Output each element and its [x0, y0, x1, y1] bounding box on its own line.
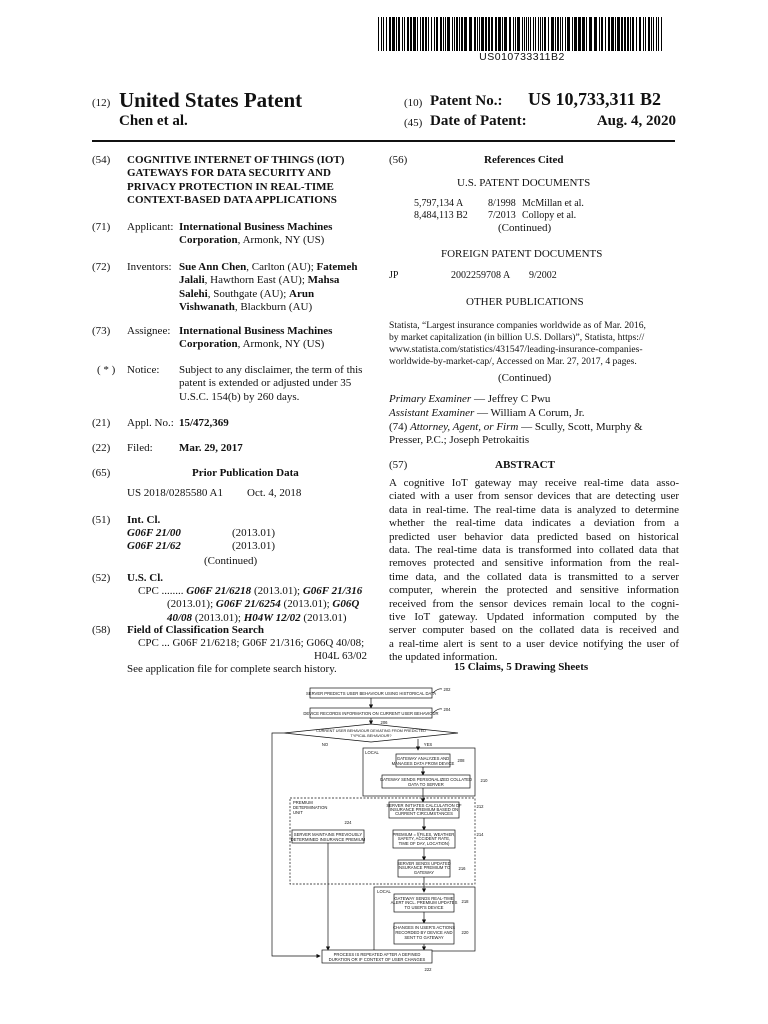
code-58: (58) [92, 624, 111, 636]
intcl-class: G06F 21/62 [127, 540, 181, 552]
intcl-class: G06F 21/00 [127, 527, 181, 539]
local-label-1: LOCAL [365, 750, 379, 755]
assistant-examiner: Assistant Examiner — William A Corum, Jr. [389, 407, 585, 419]
abstract-text [389, 477, 679, 665]
barcode-bar [533, 17, 534, 51]
barcode-bar [530, 17, 531, 51]
barcode-bar [551, 17, 554, 51]
barcode-bar [627, 17, 629, 51]
abstract-line: whether the real-time data indicates a deviation from a [389, 517, 679, 530]
barcode-bar [498, 17, 501, 51]
barcode-bar [594, 17, 597, 51]
barcode-bar [611, 17, 614, 51]
patent-date: Aug. 4, 2020 [596, 113, 676, 129]
barcode-bar [582, 17, 585, 51]
patent-type: United States Patent [119, 88, 303, 112]
ref-206: 206 [380, 720, 388, 725]
barcode-bar [651, 17, 652, 51]
barcode-bar [485, 17, 487, 51]
field-label: Field of Classification Search [127, 624, 264, 636]
code-71: (71) [92, 221, 111, 233]
prior-heading: Prior Publication Data [192, 467, 299, 479]
attorney: (74) Attorney, Agent, or Firm — Scully, Scott, Murphy & [389, 421, 643, 433]
step-204-text: DEVICE RECORDS INFORMATION ON CURRENT USER BEHAVIOUR [303, 711, 439, 716]
barcode-bar [562, 17, 563, 51]
abstract-heading: ABSTRACT [495, 459, 555, 471]
uscl-label: U.S. Cl. [127, 572, 164, 584]
appl-number: 15/472,369 [179, 417, 229, 429]
barcode-bar [653, 17, 654, 51]
premium-unit-l3: UNIT [293, 810, 303, 815]
barcode-bar [447, 17, 450, 51]
barcode-bar [410, 17, 412, 51]
decision-206-line1: CURRENT USER BEHAVIOUR DEVIATING FROM PREDICTED [316, 729, 426, 733]
barcode-bar [454, 17, 455, 51]
barcode-bar [488, 17, 490, 51]
us-refs: 5,797,134 A 8/1998 McMillan et al. 8,484,113 B2 7/2013 Collopy et al. [414, 198, 584, 221]
ref-216: 216 [458, 866, 466, 871]
barcode-bar [557, 17, 559, 51]
assignee-label: Assignee: [127, 325, 171, 337]
abstract-line: the updated information. [389, 651, 498, 664]
barcode-bar [548, 17, 549, 51]
abstract-line: ciated with a user from sensor devices that are detecting user [389, 490, 679, 503]
other-pubs-text: Statista, “Largest insurance companies worldwide as of Mar. 2016, by market capitalization (in billion U.S. Dollars)”, Statista, https:// www.statista.com/statistics/431547/leading-insurance-companies- worldwide-by-market-cap/, Accessed on Mar. 27, 2017, 4 pages. [389, 320, 646, 367]
barcode-bar [601, 17, 603, 51]
barcode-bar [425, 17, 427, 51]
barcode-bar [621, 17, 623, 51]
ref-208: 208 [457, 758, 465, 763]
barcode-bar [617, 17, 620, 51]
barcode-bar [608, 17, 610, 51]
intcl-year: (2013.01) [232, 527, 276, 539]
step-222-l2: DURATION OR IF CONTEXT OF USER CHANGES [328, 957, 426, 962]
field-cpc: CPC ... G06F 21/6218; G06F 21/316; G06Q 40/08; [138, 637, 365, 649]
inventors-list: Sue Ann Chen, Carlton (AU); Fatemeh Jalali, Hawthorn East (AU); Mahsa Salehi, Southgate (AU); Arun Vishwanath, Blackburn (AU) [179, 261, 358, 314]
step-208-l1: GATEWAY ANALYZES AND [396, 756, 450, 761]
abstract-line: predicted user behavior data predicted based on historical [389, 530, 679, 543]
inventors-short: Chen et al. [119, 113, 188, 129]
barcode-bar [645, 17, 646, 51]
step-220-l1: CHANGES IN USER'S ACTIONS [393, 925, 455, 930]
code-22: (22) [92, 442, 111, 454]
patent-number: US 10,733,311 B2 [528, 89, 662, 109]
abstract-line: computer, wherein the protected and sensitive information [389, 584, 679, 597]
barcode-bar [636, 17, 637, 51]
assignee: International Business Machines Corporation, Armonk, NY (US) [179, 325, 333, 351]
step-218-l2: ALERT INCL. PREMIUM UPDATES [390, 900, 458, 905]
barcode-bar [398, 17, 400, 51]
barcode-bar [522, 17, 523, 51]
step-214-l1: PREMIUM = f(FILES, WEATHER, [392, 832, 456, 837]
date-label: Date of Patent: [430, 113, 527, 129]
step-224-l1: SERVER MAINTAINS PREVIOUSLY [293, 832, 363, 837]
other-pubs-heading: OTHER PUBLICATIONS [466, 296, 584, 308]
barcode-bar [474, 17, 476, 51]
barcode-bar [389, 17, 391, 51]
barcode-bar [502, 17, 503, 51]
step-202-text: SERVER PREDICTS USER BEHAVIOUR USING HISTORICAL DATA [306, 691, 436, 696]
step-220-l2: RECORDED BY DEVICE AND [395, 930, 453, 935]
barcode-bar [630, 17, 631, 51]
barcode-bar [513, 17, 514, 51]
barcode-bar [396, 17, 397, 51]
barcode-bar [560, 17, 561, 51]
barcode-bar [456, 17, 458, 51]
barcode-bar [605, 17, 606, 51]
abstract-line: server computer based on the collated data is received and [389, 624, 679, 637]
barcode-bar [643, 17, 644, 51]
barcode-bar [565, 17, 566, 51]
prior-date: Oct. 4, 2018 [247, 487, 302, 499]
barcode-bar [528, 17, 529, 51]
code-notice: ( * ) [97, 364, 116, 376]
abstract-line: time data, and the collated data is transmitted to a server [389, 570, 679, 583]
code-51: (51) [92, 514, 111, 526]
claims-count: 15 Claims, 5 Drawing Sheets [454, 661, 589, 673]
barcode-bar [578, 17, 581, 51]
code-57: (57) [389, 459, 408, 471]
step-210-l1: GATEWAY SENDS PERSONALIZED COLLATED [379, 777, 473, 782]
code-54: (54) [92, 154, 111, 166]
flowchart [258, 684, 520, 972]
step-212-l3: CURRENT CIRCUMSTANCES [395, 811, 453, 816]
barcode-bar [479, 17, 480, 51]
barcode-bar [515, 17, 516, 51]
step-224-l2: DETERMINED INSURANCE PREMIUM [290, 837, 366, 842]
barcode-bar [420, 17, 421, 51]
barcode-bar [491, 17, 493, 51]
intcl-year: (2013.01) [232, 540, 276, 552]
ref-202: 202 [443, 687, 451, 692]
code-12: (12) [92, 97, 111, 109]
refs-continued: (Continued) [498, 222, 552, 234]
barcode-bar [504, 17, 507, 51]
barcode-bar [443, 17, 444, 51]
decision-206 [284, 724, 458, 742]
code-72: (72) [92, 261, 111, 273]
us-docs-heading: U.S. PATENT DOCUMENTS [457, 177, 591, 189]
ref-212: 212 [476, 804, 484, 809]
header-rule [92, 140, 675, 142]
notice-label: Notice: [127, 364, 160, 376]
abstract-line: A cognitive IoT gateway may receive real-time data asso- [389, 477, 679, 489]
barcode-bar [615, 17, 616, 51]
decision-206-line2: TYPICAL BEHAVIOUR? [350, 734, 392, 738]
barcode-bar [464, 17, 467, 51]
barcode-bar [656, 17, 657, 51]
applicant-label: Applicant: [127, 221, 174, 233]
filed-label: Filed: [127, 442, 153, 454]
barcode-bar [428, 17, 429, 51]
barcode-bar [434, 17, 435, 51]
barcode-bar [445, 17, 446, 51]
barcode-bar [436, 17, 438, 51]
barcode-bar [589, 17, 592, 51]
intcl-label: Int. Cl. [127, 514, 161, 526]
foreign-docs-heading: FOREIGN PATENT DOCUMENTS [441, 248, 603, 260]
barcode-bar [440, 17, 442, 51]
barcode-bar [639, 17, 641, 51]
step-216-l3: GATEWAY [413, 870, 435, 875]
appl-label: Appl. No.: [127, 417, 174, 429]
barcode-bar [461, 17, 463, 51]
code-65: (65) [92, 467, 111, 479]
barcode-bar [469, 17, 472, 51]
barcode-bar [383, 17, 384, 51]
abstract-line: data in real-time. The real-time data is analyzed to determine [389, 503, 679, 516]
barcode-bar [540, 17, 541, 51]
code-21: (21) [92, 417, 111, 429]
patent-no-label: Patent No.: [430, 93, 503, 109]
barcode-bar [524, 17, 525, 51]
code-10: (10) [404, 97, 423, 109]
barcode-bar [404, 17, 405, 51]
step-220-l3: SENT TO GATEWAY [404, 935, 444, 940]
abstract-line: received from the sensor devices remain local to the cogni- [389, 597, 679, 610]
field-cpc-2: H04L 63/02 [314, 650, 368, 662]
barcode-bar [495, 17, 497, 51]
barcode-bar [658, 17, 659, 51]
filed-date: Mar. 29, 2017 [179, 442, 243, 454]
code-56: (56) [389, 154, 408, 166]
barcode-bar [402, 17, 403, 51]
barcode-bar [378, 17, 379, 51]
ref-204: 204 [443, 707, 451, 712]
barcode-bar [407, 17, 409, 51]
step-214-l2: SAFETY, ACCIDENT RATE, [397, 836, 451, 841]
step-210-l2: DATA TO SERVER [408, 782, 444, 787]
barcode-bar [538, 17, 539, 51]
premium-unit-l2: DETERMINATION [293, 805, 328, 810]
code-73: (73) [92, 325, 111, 337]
barcode-bar [599, 17, 600, 51]
other-continued: (Continued) [498, 372, 552, 384]
no-label: NO [321, 742, 329, 747]
barcode-bar [648, 17, 650, 51]
notice-text: Subject to any disclaimer, the term of this patent is extended or adjusted under 35 U.S.C. 154(b) by 260 days. [179, 364, 363, 403]
barcode-bar [417, 17, 418, 51]
barcode [378, 17, 666, 51]
barcode-bar [517, 17, 520, 51]
barcode-bar [661, 17, 662, 51]
step-214-l3: TIME OF DAY, LOCATION) [398, 841, 450, 846]
barcode-bar [555, 17, 556, 51]
barcode-bar [477, 17, 478, 51]
barcode-bar [452, 17, 453, 51]
abstract-line: tive IoT gateway. Updated information computed by the [389, 611, 679, 624]
step-216-l1: SERVER SENDS UPDATED [397, 861, 451, 866]
ref-224: 224 [344, 820, 352, 825]
barcode-bar [544, 17, 546, 51]
intcl-continued: (Continued) [204, 555, 258, 567]
invention-title: COGNITIVE INTERNET OF THINGS (IOT) GATEWAYS FOR DATA SECURITY AND PRIVACY PROTECTION IN REAL-TIME CONTEXT-BASED DATA APPLICATIONS [127, 154, 345, 207]
foreign-ref: JP 2002259708 A 9/2002 [389, 270, 557, 281]
abstract-line: removes protected and sensitive information from the real- [389, 557, 679, 570]
step-212-l1: SERVER INITIATES CALCULATION OF [386, 803, 462, 808]
barcode-bar [572, 17, 573, 51]
barcode-bar [574, 17, 577, 51]
step-212-l2: INSURANCE PREMIUM BASED ON [389, 807, 459, 812]
barcode-bar [567, 17, 570, 51]
step-222-l1: PROCESS IS REPEATED AFTER A DEFINED [333, 952, 421, 957]
barcode-bar [542, 17, 543, 51]
barcode-bar [459, 17, 460, 51]
barcode-bar [535, 17, 536, 51]
ref-214: 214 [476, 832, 484, 837]
barcode-bar [509, 17, 511, 51]
barcode-number: US010733311B2 [479, 51, 565, 63]
refs-heading: References Cited [484, 154, 564, 166]
barcode-bar [422, 17, 424, 51]
cpc-list: CPC ........ G06F 21/6218 (2013.01); G06F 21/316 (2013.01); G06F 21/6254 (2013.01); G06Q 40/08 (2013.01); H04W 12/02 (2013.01) [138, 585, 363, 624]
applicant: International Business Machines Corporation, Armonk, NY (US) [179, 221, 333, 247]
abstract-line: a real-time alert is sent to a user device notifying the user of [389, 637, 679, 650]
barcode-bar [386, 17, 387, 51]
barcode-bar [526, 17, 527, 51]
barcode-bar [381, 17, 382, 51]
yes-label: YES [423, 742, 433, 747]
abstract-line: data. The real-time data is transformed into collated data that [389, 544, 679, 557]
barcode-bar [624, 17, 626, 51]
code-52: (52) [92, 572, 111, 584]
premium-unit-l1: PREMIUM [293, 800, 313, 805]
barcode-bar [632, 17, 634, 51]
attorney-2: Presser, P.C.; Joseph Petrokaitis [389, 434, 530, 446]
ref-220: 220 [461, 930, 469, 935]
barcode-bar [392, 17, 395, 51]
primary-examiner: Primary Examiner — Jeffrey C Pwu [389, 393, 551, 405]
ref-222: 222 [424, 967, 432, 972]
code-45: (45) [404, 117, 423, 129]
local-label-2: LOCAL [377, 889, 391, 894]
ref-218: 218 [461, 899, 469, 904]
step-218-l3: TO USER'S DEVICE [404, 905, 444, 910]
barcode-bar [586, 17, 587, 51]
barcode-bar [431, 17, 432, 51]
inventors-label: Inventors: [127, 261, 172, 273]
barcode-bar [413, 17, 416, 51]
step-216-l2: INSURANCE PREMIUM TO [397, 865, 451, 870]
barcode-bar [481, 17, 484, 51]
prior-pub: US 2018/0285580 A1 [127, 487, 223, 499]
search-history: See application file for complete search history. [127, 663, 337, 675]
step-208-l2: MANAGES DATA FROM DEVICE [391, 761, 455, 766]
ref-210: 210 [480, 778, 488, 783]
step-218-l1: GATEWAY SENDS REAL-TIME [394, 896, 454, 901]
